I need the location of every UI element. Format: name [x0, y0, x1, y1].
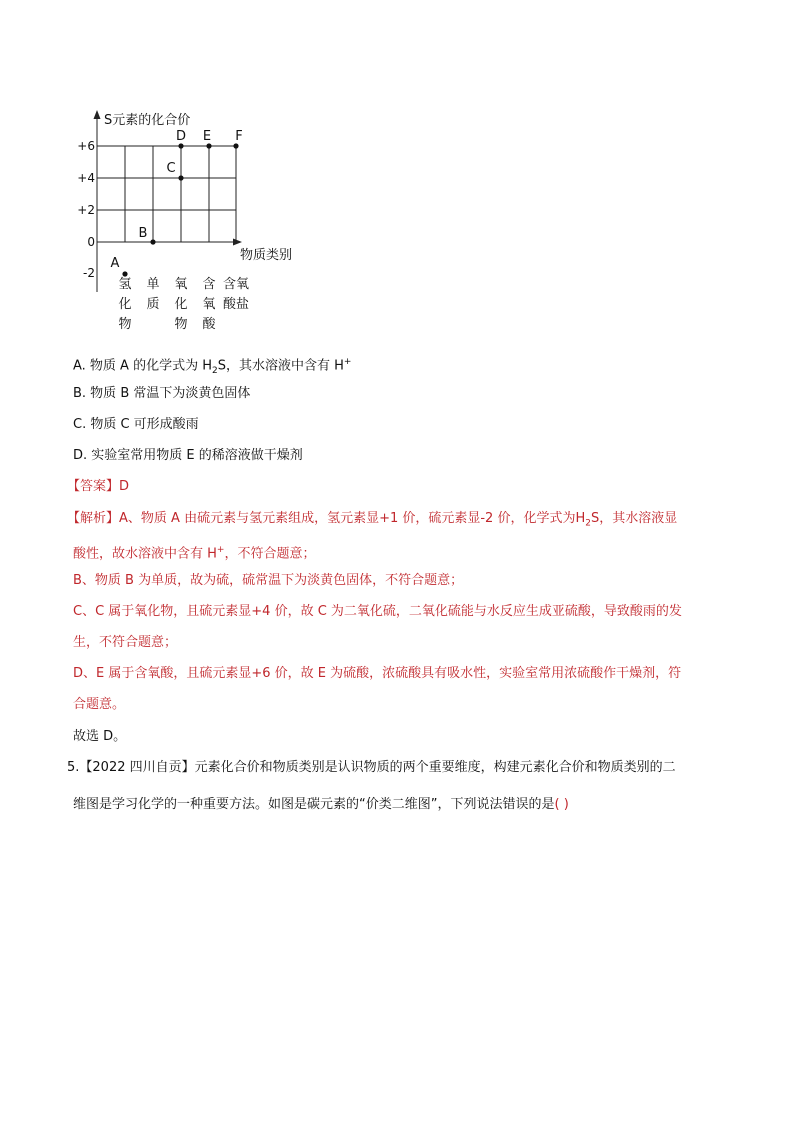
data-point-label-f: F — [235, 129, 243, 144]
category-label: 酸盐 — [222, 297, 250, 312]
analysis-text: 酸性，故水溶液中含有 H — [73, 546, 217, 562]
category-label: 酸 — [202, 317, 216, 332]
data-point-d — [178, 143, 183, 148]
option-a-text: A. 物质 A 的化学式为 H — [73, 358, 212, 374]
analysis-label: 【解析】 — [67, 511, 120, 526]
analysis-line-3: B、物质 B 为单质，故为硫，硫常温下为淡黄色固体，不符合题意； — [73, 573, 464, 588]
y-tick-label: +6 — [77, 139, 95, 153]
analysis-text: S，其水溶液显 — [590, 511, 678, 526]
answer-bracket: ( ) — [554, 797, 569, 812]
category-label: 氢 — [118, 277, 132, 292]
question-5-line-1 — [67, 759, 747, 777]
data-points — [111, 129, 243, 277]
y-tick-label: -2 — [83, 266, 95, 280]
category-label: 含氧 — [222, 277, 250, 292]
option-a-superscript: + — [343, 357, 352, 367]
y-axis-title: S元素的化合价 — [104, 113, 191, 128]
option-d: D. 实验室常用物质 E 的稀溶液做干燥剂 — [73, 448, 303, 463]
analysis-line-5: 生，不符合题意； — [73, 635, 178, 650]
analysis-superscript: + — [216, 545, 225, 555]
data-point-a — [122, 271, 127, 276]
data-point-label-e: E — [202, 129, 212, 144]
question-5-line-2 — [73, 796, 753, 814]
data-point-f — [233, 143, 238, 148]
question-number: 5. — [67, 760, 80, 775]
option-c: C. 物质 C 可形成酸雨 — [73, 417, 199, 432]
analysis-subscript: 2 — [585, 518, 591, 529]
answer-line — [67, 478, 129, 496]
answer-value: D — [119, 479, 130, 494]
conclusion-line: 故选 D。 — [73, 729, 127, 744]
answer-label: 【答案】 — [67, 479, 120, 494]
analysis-line-4: C、C 属于氧化物，且硫元素显+4 价，故 C 为二氧化硫，二氧化硫能与水反应生成亚硫酸，导致酸雨的发 — [73, 604, 682, 619]
category-label: 化 — [118, 297, 132, 312]
category-label: 物 — [118, 317, 132, 332]
question-text: 元素化合价和物质类别是认识物质的两个重要维度，构建元素化合价和物质类别的二 — [194, 760, 676, 775]
data-point-label-c: C — [166, 161, 176, 176]
analysis-line-2 — [73, 541, 723, 563]
x-axis-title: 物质类别 — [240, 248, 293, 263]
y-axis-arrow — [94, 110, 101, 119]
category-label: 物 — [174, 317, 188, 332]
option-a — [73, 353, 351, 380]
y-tick-label: 0 — [87, 235, 95, 249]
category-labels — [118, 277, 249, 332]
y-tick-labels — [77, 139, 95, 280]
analysis-text: A、物质 A 由硫元素与氢元素组成，氢元素显+1 价，硫元素显-2 价，化学式为H — [119, 511, 586, 526]
analysis-line-7: 合题意。 — [73, 697, 126, 712]
y-tick-label: +4 — [77, 171, 95, 185]
category-label: 含 — [202, 277, 216, 292]
valence-category-chart — [70, 108, 330, 340]
data-point-e — [206, 143, 211, 148]
category-label: 氧 — [202, 297, 216, 312]
data-point-label-b: B — [138, 226, 148, 241]
analysis-line-6: D、E 属于含氧酸，且硫元素显+6 价，故 E 为硫酸，浓硫酸具有吸水性，实验室常用浓硫酸作干燥剂，符 — [73, 666, 682, 681]
category-label: 单 — [146, 277, 160, 292]
data-point-c — [178, 175, 183, 180]
category-label: 质 — [146, 297, 160, 312]
option-a-subscript: 2 — [212, 365, 218, 376]
category-label: 化 — [174, 297, 188, 312]
category-label: 氧 — [174, 277, 188, 292]
x-axis-arrow — [233, 239, 242, 246]
option-a-text-2: S，其水溶液中含有 H — [217, 358, 344, 374]
data-point-label-d: D — [175, 129, 187, 144]
data-point-label-a: A — [110, 256, 120, 271]
option-b: B. 物质 B 常温下为淡黄色固体 — [73, 386, 251, 401]
data-point-b — [150, 239, 155, 244]
y-tick-label: +2 — [77, 203, 95, 217]
question-source: 【2022 四川自贡】 — [79, 760, 195, 775]
question-text: 维图是学习化学的一种重要方法。如图是碳元素的“价类二维图”，下列说法错误的是 — [73, 797, 555, 812]
analysis-line-1 — [67, 510, 717, 533]
analysis-text: ，不符合题意； — [224, 546, 316, 562]
